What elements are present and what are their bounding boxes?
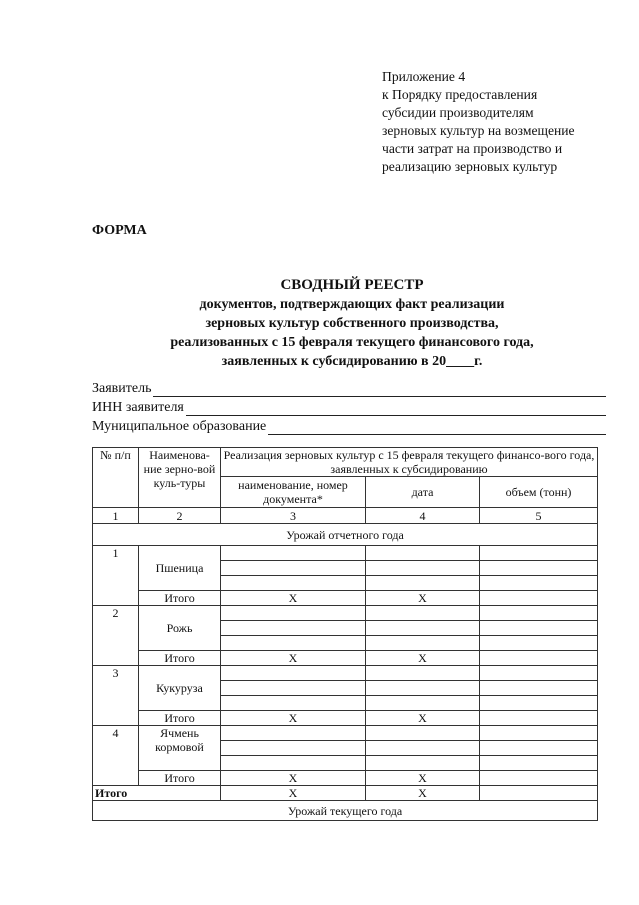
crop-number: 4: [93, 726, 139, 786]
column-number: 5: [480, 508, 598, 524]
x-mark: X: [221, 591, 366, 606]
header-volume: объем (тонн): [480, 477, 598, 508]
table-cell[interactable]: [480, 666, 598, 681]
table-cell[interactable]: [480, 606, 598, 621]
table-cell[interactable]: [221, 636, 366, 651]
crop-name: Ячмень кормовой: [139, 726, 221, 771]
appendix-line: реализацию зерновых культур: [382, 159, 558, 174]
x-mark: X: [221, 711, 366, 726]
appendix-line: Приложение 4: [382, 69, 466, 84]
table-cell[interactable]: [221, 681, 366, 696]
column-number: 3: [221, 508, 366, 524]
table-cell[interactable]: [221, 606, 366, 621]
table-cell[interactable]: [366, 726, 480, 741]
crop-name: Кукуруза: [139, 666, 221, 711]
table-cell[interactable]: [221, 726, 366, 741]
table-cell[interactable]: [221, 741, 366, 756]
inn-label: ИНН заявителя: [92, 400, 184, 415]
subtotal-row: [93, 651, 598, 666]
total-label: Итого: [93, 786, 221, 801]
title-line: реализованных с 15 февраля текущего финансового года,: [170, 335, 534, 350]
x-mark: X: [221, 771, 366, 786]
table-cell[interactable]: [480, 786, 598, 801]
table-cell[interactable]: [366, 681, 480, 696]
table-cell[interactable]: [480, 756, 598, 771]
applicant-input-line[interactable]: [153, 382, 606, 397]
x-mark: X: [366, 591, 480, 606]
table-row: [93, 546, 598, 561]
title-line: документов, подтверждающих факт реализации: [199, 297, 505, 312]
table-cell[interactable]: [221, 621, 366, 636]
subtotal-label: Итого: [139, 591, 221, 606]
title-line: СВОДНЫЙ РЕЕСТР: [280, 277, 424, 293]
column-number: 4: [366, 508, 480, 524]
table-cell[interactable]: [480, 696, 598, 711]
form-label: ФОРМА: [92, 223, 147, 238]
x-mark: X: [221, 651, 366, 666]
appendix-line: субсидии производителям: [382, 105, 534, 120]
table-cell[interactable]: [221, 561, 366, 576]
header-document: наименование, номер документа*: [221, 477, 366, 508]
table-cell[interactable]: [366, 606, 480, 621]
total-row: [93, 786, 598, 801]
table-row: [93, 666, 598, 681]
appendix-line: зерновых культур на возмещение: [382, 123, 575, 138]
table-cell[interactable]: [480, 711, 598, 726]
municipality-field[interactable]: [92, 416, 606, 435]
column-number: 1: [93, 508, 139, 524]
inn-input-line[interactable]: [186, 401, 606, 416]
table-cell[interactable]: [221, 576, 366, 591]
subtotal-label: Итого: [139, 771, 221, 786]
crop-name: Рожь: [139, 606, 221, 651]
table-cell[interactable]: [366, 576, 480, 591]
table-row: [93, 606, 598, 621]
table-cell[interactable]: [480, 636, 598, 651]
crop-number: 1: [93, 546, 139, 606]
applicant-fields: [92, 378, 606, 435]
table-cell[interactable]: [221, 696, 366, 711]
column-number: 2: [139, 508, 221, 524]
applicant-label: Заявитель: [92, 381, 152, 396]
inn-field[interactable]: [92, 397, 606, 416]
appendix-line: части затрат на производство и: [382, 141, 563, 156]
appendix-block: [382, 68, 622, 176]
x-mark: X: [366, 771, 480, 786]
table-cell[interactable]: [480, 561, 598, 576]
x-mark: X: [366, 786, 480, 801]
applicant-field[interactable]: [92, 378, 606, 397]
registry-table: [92, 447, 598, 821]
subtotal-row: [93, 711, 598, 726]
table-cell[interactable]: [480, 576, 598, 591]
table-cell[interactable]: [221, 756, 366, 771]
x-mark: X: [366, 711, 480, 726]
table-cell[interactable]: [366, 636, 480, 651]
table-cell[interactable]: [480, 546, 598, 561]
column-numbers-row: [93, 508, 598, 524]
table-cell[interactable]: [366, 666, 480, 681]
document-title: [92, 276, 612, 371]
subtotal-label: Итого: [139, 651, 221, 666]
table-cell[interactable]: [366, 561, 480, 576]
table-cell[interactable]: [480, 726, 598, 741]
header-num: № п/п: [93, 448, 139, 508]
table-cell[interactable]: [480, 771, 598, 786]
crop-number: 3: [93, 666, 139, 726]
table-cell[interactable]: [480, 681, 598, 696]
table-cell[interactable]: [366, 621, 480, 636]
table-cell[interactable]: [480, 741, 598, 756]
title-line: заявленных к субсидированию в 20____г.: [221, 354, 483, 369]
table-cell[interactable]: [366, 741, 480, 756]
table-cell[interactable]: [366, 546, 480, 561]
title-line: зерновых культур собственного производства,: [205, 316, 499, 331]
x-mark: X: [366, 651, 480, 666]
municipality-label: Муниципальное образование: [92, 419, 267, 434]
subtotal-label: Итого: [139, 711, 221, 726]
table-cell[interactable]: [221, 546, 366, 561]
section-current-year: Урожай текущего года: [93, 801, 598, 821]
table-cell[interactable]: [366, 756, 480, 771]
header-sales-group: Реализация зерновых культур с 15 февраля текущего финансо-вого года, заявленных к субсидированию: [221, 448, 598, 477]
table-cell[interactable]: [480, 621, 598, 636]
section-reporting-year: Урожай отчетного года: [93, 524, 598, 546]
subtotal-row: [93, 591, 598, 606]
table-cell[interactable]: [366, 696, 480, 711]
subtotal-row: [93, 771, 598, 786]
table-cell[interactable]: [480, 591, 598, 606]
table-cell[interactable]: [480, 651, 598, 666]
header-date: дата: [366, 477, 480, 508]
appendix-line: к Порядку предоставления: [382, 87, 538, 102]
table-cell[interactable]: [221, 666, 366, 681]
municipality-input-line[interactable]: [268, 420, 606, 435]
crop-name: Пшеница: [139, 546, 221, 591]
x-mark: X: [221, 786, 366, 801]
table-row: [93, 726, 598, 741]
header-crop-name: Наименова-ние зерно-вой куль-туры: [139, 448, 221, 508]
crop-number: 2: [93, 606, 139, 666]
